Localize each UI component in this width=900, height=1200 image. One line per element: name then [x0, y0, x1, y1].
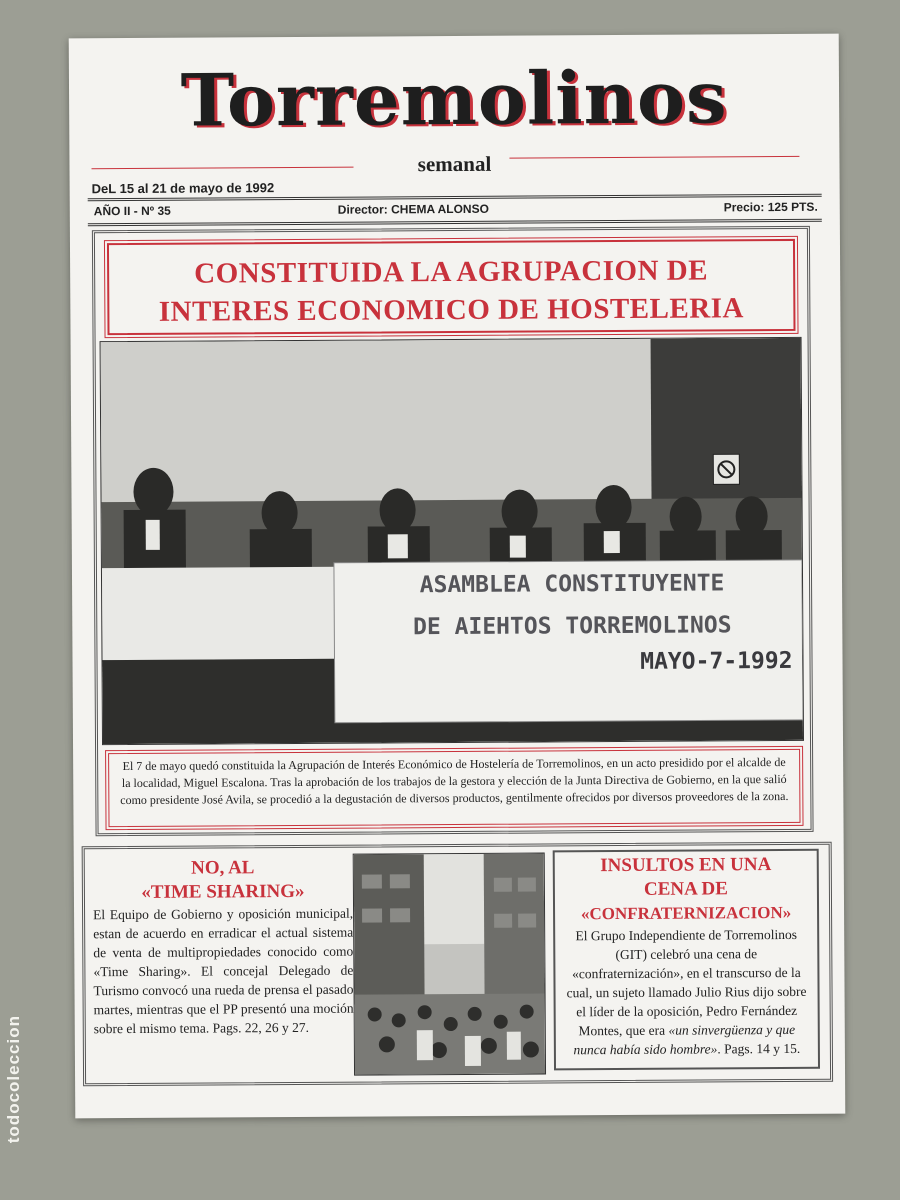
lead-caption: El 7 de mayo quedó constituida la Agrupación de Interés Económico de Hostelería de Torremolinos, en un acto presidido por el alcalde de la localidad, Miguel Escalona. Tras la aprobación de los trabajos de la gestora y elección de la Junta Directiva de Gobierno, en la que salió como presidente José Avila, se procedió a la degustación de diversos productos, gentilmente ofrecidos por diversos proveedores de la zona.: [108, 749, 800, 827]
watermark-text: todocoleccion: [4, 1015, 23, 1144]
lead-photo: [100, 337, 804, 745]
lead-headline-box: [107, 239, 796, 335]
street-photo-image: [354, 853, 545, 1074]
story-confraternizacion-pages: . Pags. 14 y 15.: [717, 1040, 801, 1057]
story-time-sharing-title: [93, 856, 353, 906]
masthead-subtitle: semanal: [417, 151, 492, 177]
issue-dateline: DeL 15 al 21 de mayo de 1992: [91, 180, 275, 197]
newspaper-page: [69, 34, 846, 1119]
lead-headline: [109, 251, 793, 331]
issue-number: AÑO II - Nº 35: [93, 203, 171, 219]
issue-info-bar: [88, 194, 822, 226]
story-confraternizacion-quote: «un sinvergüenza y que nunca había sido hombre»: [573, 1021, 796, 1058]
story-confraternizacion-title-line-2: CENA DE: [643, 878, 728, 900]
story-confraternizacion-title-line-3: «CONFRATERNIZACION»: [580, 902, 792, 924]
banner-line-3: MAYO-7-1992: [640, 647, 793, 675]
lead-headline-line-1: CONSTITUIDA LA AGRUPACION DE: [194, 254, 709, 290]
story-time-sharing-title-line-1: NO, AL: [191, 857, 255, 879]
lead-story: [92, 226, 814, 836]
story-confraternizacion-title: [561, 853, 811, 927]
story-confraternizacion-body: [561, 925, 812, 1060]
secondary-stories: [82, 842, 833, 1087]
issue-director: Director: CHEMA ALONSO: [337, 201, 489, 217]
street-photo: [353, 852, 546, 1075]
story-time-sharing-body: El Equipo de Gobierno y oposición municipal, estan de acuerdo en erradicar el actual sistema de venta de multipropiedades conocido como «Time Sharing». El concejal Delegado de Turismo convocó una rueda de prensa el pasado martes, mientras que el PP presentó una moción sobre el mismo tema. Pags. 22, 26 y 27.: [93, 905, 354, 1037]
story-confraternizacion: [553, 849, 820, 1071]
banner-line-2: DE AIEHTOS TORREMOLINOS: [412, 612, 732, 641]
story-confraternizacion-title-line-1: INSULTOS EN UNA: [600, 854, 772, 877]
story-confraternizacion-text: El Grupo Independiente de Torremolinos (GIT) celebró una cena de «confraternización», en el transcurso de la cual, un sujeto llamado Julio Rius dijo sobre el líder de la oposición, Pedro Fernández Montes, que era: [566, 926, 807, 1039]
assembly-photo-image: [101, 338, 803, 744]
lead-headline-line-2: INTERES ECONOMICO DE HOSTELERIA: [158, 292, 745, 328]
banner-line-1: ASAMBLEA CONSTITUYENTE: [419, 570, 725, 599]
issue-price: Precio: 125 PTS.: [723, 199, 818, 215]
masthead-title: Torremolinos: [180, 54, 728, 143]
story-time-sharing: [93, 856, 354, 1076]
story-time-sharing-title-line-2: «TIME SHARING»: [141, 880, 305, 903]
